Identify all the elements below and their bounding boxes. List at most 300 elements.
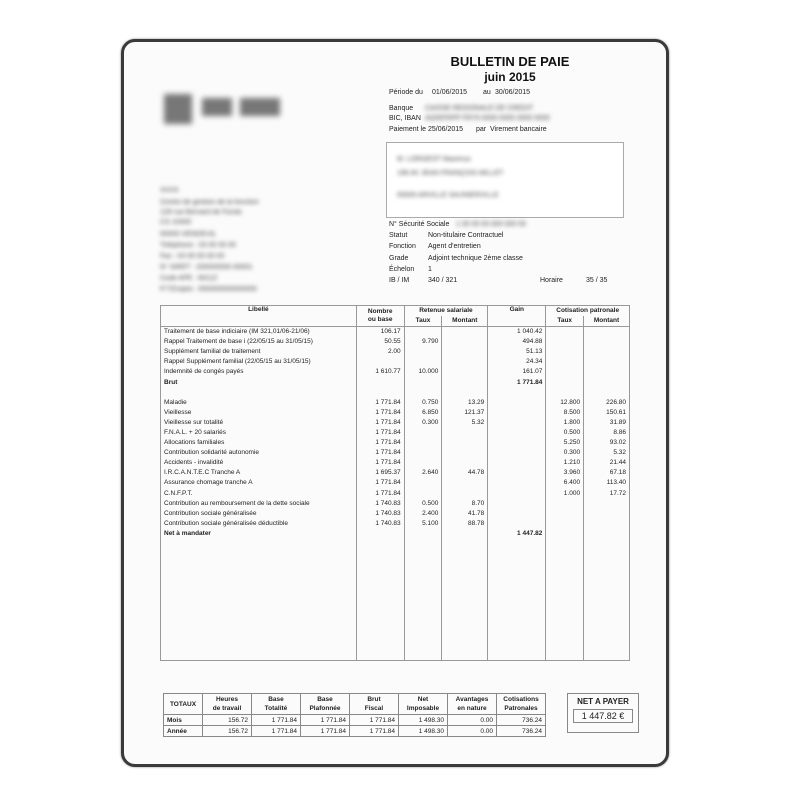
cell-taux — [404, 377, 442, 387]
totals-cell: 1 771.84 — [252, 726, 301, 737]
cell-empty — [546, 579, 584, 589]
cell-cmontant — [584, 347, 630, 357]
cell-empty — [488, 539, 546, 549]
cell-empty — [546, 650, 584, 661]
statut-label: Statut — [389, 232, 408, 239]
table-row — [161, 519, 630, 529]
cell-ctaux — [546, 519, 584, 529]
cell-empty — [442, 539, 488, 549]
cell-empty — [546, 539, 584, 549]
cell-libelle: Contribution sociale généralisée — [161, 509, 357, 519]
employee-name: M. LORGEOT Maximus — [397, 156, 471, 163]
cell-ctaux — [546, 388, 584, 398]
cell-empty — [546, 620, 584, 630]
cell-empty — [161, 589, 357, 599]
table-row-empty — [161, 539, 630, 549]
employee-city: 00000 ARVILLE SAUNIERVILLE — [397, 192, 499, 199]
cell-cmontant — [584, 499, 630, 509]
cell-base: 1 740.83 — [356, 509, 404, 519]
table-row-empty — [161, 579, 630, 589]
cell-empty — [161, 539, 357, 549]
cell-empty — [488, 549, 546, 559]
cell-empty — [404, 650, 442, 661]
horaire-value: 35 / 35 — [586, 277, 608, 284]
cell-gain — [488, 468, 546, 478]
cell-gain: 51.13 — [488, 347, 546, 357]
totals-header: Base Totalité — [252, 694, 301, 715]
cell-ctaux: 0.300 — [546, 448, 584, 458]
cell-empty — [356, 620, 404, 630]
cell-montant: 13.29 — [442, 398, 488, 408]
cell-libelle: Brut — [161, 377, 357, 387]
col-ctaux: Taux — [546, 316, 584, 327]
table-row-empty — [161, 559, 630, 569]
cell-empty — [161, 549, 357, 559]
totals-row — [164, 715, 546, 726]
cell-empty — [584, 579, 630, 589]
cell-empty — [546, 549, 584, 559]
cell-ctaux: 1.800 — [546, 418, 584, 428]
cell-empty — [404, 610, 442, 620]
ss-value: 1 00 00 00 000 000 00 — [456, 221, 527, 228]
cell-base: 1 740.83 — [356, 519, 404, 529]
bank-label: Banque — [389, 105, 414, 112]
cell-taux: 5.100 — [404, 519, 442, 529]
cell-empty — [442, 600, 488, 610]
ib-label: IB / IM — [389, 277, 410, 284]
cell-gain: 494.88 — [488, 337, 546, 347]
col-libelle: Libellé — [161, 306, 357, 327]
cell-taux: 2.640 — [404, 468, 442, 478]
cell-taux — [404, 347, 442, 357]
cell-montant — [442, 327, 488, 338]
cell-empty — [404, 549, 442, 559]
table-row — [161, 468, 630, 478]
cell-ctaux: 1.210 — [546, 458, 584, 468]
table-row-empty — [161, 549, 630, 559]
totals-header: Brut Fiscal — [350, 694, 399, 715]
cell-base — [356, 388, 404, 398]
employer-line: 00000 VENDEUIL — [160, 231, 217, 238]
table-row-empty — [161, 610, 630, 620]
totals-header: TOTAUX — [164, 694, 203, 715]
cell-empty — [442, 569, 488, 579]
cell-empty — [404, 630, 442, 640]
cell-montant: 88.78 — [442, 519, 488, 529]
cell-empty — [404, 579, 442, 589]
cell-empty — [488, 620, 546, 630]
cell-cmontant: 17.72 — [584, 489, 630, 499]
cell-empty — [404, 589, 442, 599]
totals-cell: Année — [164, 726, 203, 737]
cell-empty — [488, 569, 546, 579]
table-row — [161, 489, 630, 499]
cell-empty — [356, 630, 404, 640]
cell-empty — [488, 600, 546, 610]
cell-ctaux: 1.000 — [546, 489, 584, 499]
cell-cmontant — [584, 357, 630, 367]
table-row — [161, 398, 630, 408]
cell-empty — [356, 600, 404, 610]
cell-empty — [488, 630, 546, 640]
cell-montant — [442, 367, 488, 377]
cell-montant — [442, 357, 488, 367]
net-a-payer-value: 1 447.82 € — [573, 709, 633, 723]
cell-empty — [442, 620, 488, 630]
totals-cell: 1 498.30 — [399, 726, 448, 737]
cell-taux: 9.790 — [404, 337, 442, 347]
iban-label: BIC, IBAN — [389, 115, 421, 122]
cell-empty — [584, 640, 630, 650]
cell-empty — [356, 569, 404, 579]
cell-base: 1 771.84 — [356, 398, 404, 408]
cell-base: 1 695.37 — [356, 468, 404, 478]
statut-value: Non-titulaire Contractuel — [428, 232, 504, 239]
echelon-label: Échelon — [389, 266, 415, 273]
totals-cell: 156.72 — [203, 726, 252, 737]
cell-gain — [488, 388, 546, 398]
totals-cell: 1 771.84 — [350, 726, 399, 737]
cell-montant: 5.32 — [442, 418, 488, 428]
cell-empty — [584, 630, 630, 640]
cell-libelle: Rappel Supplément familial (22/05/15 au 31/05/15) — [161, 357, 357, 367]
cell-empty — [442, 650, 488, 661]
cell-empty — [356, 650, 404, 661]
horaire-label: Horaire — [540, 277, 563, 284]
employer-line: Centre de gestion de la fonction — [160, 199, 259, 206]
totals-header: Base Plafonnée — [301, 694, 350, 715]
ib-value: 340 / 321 — [428, 277, 458, 284]
employee-street: 196 AV JEAN FRANÇOIS MILLET — [397, 170, 504, 177]
cell-empty — [356, 640, 404, 650]
cell-taux — [404, 489, 442, 499]
period-label: Période du — [389, 89, 423, 96]
cell-ctaux — [546, 499, 584, 509]
echelon-value: 1 — [428, 266, 432, 273]
cell-base: 1 771.84 — [356, 458, 404, 468]
cell-libelle: I.R.C.A.N.T.E.C Tranche A — [161, 468, 357, 478]
cell-taux: 10.000 — [404, 367, 442, 377]
table-row-empty — [161, 569, 630, 579]
cell-base: 1 610.77 — [356, 367, 404, 377]
cell-cmontant — [584, 367, 630, 377]
cell-libelle: Contribution solidarité autonomie — [161, 448, 357, 458]
cell-gain — [488, 489, 546, 499]
table-row-empty — [161, 620, 630, 630]
totals-cell: 1 771.84 — [252, 715, 301, 726]
cell-empty — [404, 600, 442, 610]
totals-cell: 0.00 — [448, 715, 497, 726]
table-row — [161, 448, 630, 458]
cell-gain: 161.07 — [488, 367, 546, 377]
employer-line: CS 10000 — [160, 219, 192, 226]
cell-empty — [584, 559, 630, 569]
cell-ctaux — [546, 367, 584, 377]
payment-mode: Virement bancaire — [490, 126, 547, 133]
table-row — [161, 458, 630, 468]
period-from: 01/06/2015 — [432, 89, 468, 96]
cell-libelle: Indemnité de congés payés — [161, 367, 357, 377]
cell-empty — [442, 630, 488, 640]
cell-gain: 1 040.42 — [488, 327, 546, 338]
totals-cell: 736.24 — [497, 715, 546, 726]
cell-cmontant — [584, 377, 630, 387]
cell-empty — [488, 650, 546, 661]
cell-empty — [488, 589, 546, 599]
cell-ctaux: 3.960 — [546, 468, 584, 478]
cell-libelle: Vieillesse sur totalité — [161, 418, 357, 428]
cell-empty — [161, 610, 357, 620]
cell-cmontant: 8.86 — [584, 428, 630, 438]
table-row — [161, 327, 630, 338]
fonction-label: Fonction — [389, 243, 416, 250]
cell-libelle: Rappel Traitement de base i (22/05/15 au 31/05/15) — [161, 337, 357, 347]
cell-libelle: Net à mandater — [161, 529, 357, 539]
cell-gain — [488, 438, 546, 448]
cell-empty — [404, 640, 442, 650]
cell-empty — [546, 610, 584, 620]
cell-ctaux: 0.500 — [546, 428, 584, 438]
cell-empty — [488, 610, 546, 620]
cell-empty — [442, 559, 488, 569]
cell-taux: 2.400 — [404, 509, 442, 519]
cell-montant — [442, 478, 488, 488]
cell-gain — [488, 519, 546, 529]
cell-empty — [161, 579, 357, 589]
cell-cmontant: 226.80 — [584, 398, 630, 408]
cell-empty — [161, 640, 357, 650]
table-row — [161, 408, 630, 418]
table-row — [161, 337, 630, 347]
cell-montant — [442, 489, 488, 499]
table-row-empty — [161, 589, 630, 599]
cell-cmontant: 113.40 — [584, 478, 630, 488]
cell-cmontant: 67.18 — [584, 468, 630, 478]
cell-empty — [584, 620, 630, 630]
cell-ctaux — [546, 377, 584, 387]
employer-line: XXXX — [160, 187, 179, 194]
cell-gain — [488, 398, 546, 408]
iban-value: AGRIFRPP FR76 0000 0000 0000 0000 — [425, 115, 550, 122]
col-cotisation: Cotisation patronale — [546, 306, 630, 317]
cell-empty — [488, 640, 546, 650]
cell-ctaux — [546, 337, 584, 347]
table-row — [161, 428, 630, 438]
employee-address-box — [386, 142, 624, 218]
cell-libelle: Contribution au remboursement de la dette sociale — [161, 499, 357, 509]
cell-empty — [161, 600, 357, 610]
cell-libelle: C.N.F.P.T. — [161, 489, 357, 499]
cell-base: 1 771.84 — [356, 448, 404, 458]
cell-libelle: Maladie — [161, 398, 357, 408]
table-row — [161, 499, 630, 509]
cell-empty — [546, 569, 584, 579]
cell-gain: 1 771.84 — [488, 377, 546, 387]
cell-empty — [356, 610, 404, 620]
table-row — [161, 347, 630, 357]
cell-gain — [488, 408, 546, 418]
cell-empty — [488, 559, 546, 569]
cell-taux — [404, 448, 442, 458]
employer-line: Code APE : 8411Z — [160, 275, 218, 282]
cell-taux: 0.500 — [404, 499, 442, 509]
cell-base: 1 771.84 — [356, 438, 404, 448]
cell-montant — [442, 458, 488, 468]
cell-empty — [442, 589, 488, 599]
totals-header: Heures de travail — [203, 694, 252, 715]
cell-gain — [488, 509, 546, 519]
period-to-label: au — [483, 89, 491, 96]
employer-line: P.T.Emploi : 000000000000000 — [160, 286, 257, 293]
cell-empty — [442, 549, 488, 559]
totals-header: Avantages en nature — [448, 694, 497, 715]
cell-empty — [546, 600, 584, 610]
col-nombre: Nombre ou base — [356, 306, 404, 327]
cell-libelle: Assurance chomage tranche A — [161, 478, 357, 488]
cell-cmontant — [584, 519, 630, 529]
cell-empty — [356, 589, 404, 599]
cell-empty — [546, 589, 584, 599]
cell-taux — [404, 357, 442, 367]
cell-empty — [356, 539, 404, 549]
cell-montant — [442, 388, 488, 398]
cell-ctaux: 12.800 — [546, 398, 584, 408]
table-row-empty — [161, 650, 630, 661]
cell-empty — [161, 630, 357, 640]
cell-cmontant: 5.32 — [584, 448, 630, 458]
table-row-empty — [161, 600, 630, 610]
cell-cmontant — [584, 337, 630, 347]
table-row — [161, 377, 630, 387]
totals-table — [163, 693, 546, 737]
cell-empty — [442, 640, 488, 650]
cell-gain — [488, 499, 546, 509]
totals-header: Net Imposable — [399, 694, 448, 715]
cell-ctaux — [546, 357, 584, 367]
cell-base: 1 771.84 — [356, 489, 404, 499]
cell-empty — [488, 579, 546, 589]
cell-libelle: F.N.A.L. + 20 salariés — [161, 428, 357, 438]
cell-base: 1 771.84 — [356, 428, 404, 438]
cell-libelle — [161, 388, 357, 398]
totals-cell: 0.00 — [448, 726, 497, 737]
cell-libelle: Contribution sociale généralisée déductible — [161, 519, 357, 529]
cell-empty — [161, 569, 357, 579]
cell-empty — [546, 640, 584, 650]
cell-empty — [442, 579, 488, 589]
cell-ctaux: 5.250 — [546, 438, 584, 448]
totals-cell: 736.24 — [497, 726, 546, 737]
cell-taux — [404, 529, 442, 539]
cell-empty — [404, 559, 442, 569]
table-row — [161, 367, 630, 377]
table-row — [161, 388, 630, 398]
cell-montant: 121.37 — [442, 408, 488, 418]
employer-line: N° SIRET : 200000000 00001 — [160, 264, 253, 271]
ss-label: N° Sécurité Sociale — [389, 221, 450, 228]
cell-empty — [584, 549, 630, 559]
cell-cmontant: 31.89 — [584, 418, 630, 428]
cell-empty — [584, 539, 630, 549]
cell-libelle: Allocations familiales — [161, 438, 357, 448]
cell-gain: 1 447.82 — [488, 529, 546, 539]
document-month: juin 2015 — [484, 70, 536, 84]
totals-header: Cotisations Patronales — [497, 694, 546, 715]
cell-cmontant: 21.44 — [584, 458, 630, 468]
employer-line: Fax : 03 00 00 00 00 — [160, 253, 225, 260]
cell-libelle: Vieillesse — [161, 408, 357, 418]
cell-ctaux: 6.400 — [546, 478, 584, 488]
cell-empty — [442, 610, 488, 620]
cell-gain — [488, 448, 546, 458]
totals-row — [164, 726, 546, 737]
cell-empty — [584, 610, 630, 620]
cell-gain: 24.34 — [488, 357, 546, 367]
col-cmontant: Montant — [584, 316, 630, 327]
cell-taux: 0.300 — [404, 418, 442, 428]
cell-montant: 8.70 — [442, 499, 488, 509]
cell-ctaux — [546, 327, 584, 338]
cell-empty — [404, 539, 442, 549]
cell-empty — [546, 559, 584, 569]
cell-montant — [442, 438, 488, 448]
grade-value: Adjoint technique 2ème classe — [428, 255, 523, 262]
cell-gain — [488, 458, 546, 468]
totals-cell: Mois — [164, 715, 203, 726]
cell-empty — [546, 630, 584, 640]
table-row — [161, 438, 630, 448]
cell-empty — [161, 620, 357, 630]
cell-cmontant: 93.02 — [584, 438, 630, 448]
cell-gain — [488, 418, 546, 428]
cell-base: 106.17 — [356, 327, 404, 338]
cell-montant: 44.78 — [442, 468, 488, 478]
table-row — [161, 529, 630, 539]
cell-montant — [442, 448, 488, 458]
col-montant: Montant — [442, 316, 488, 327]
cell-taux — [404, 478, 442, 488]
employer-line: 128 rue Bernard de Fonds — [160, 209, 242, 216]
cell-cmontant — [584, 529, 630, 539]
cell-base: 1 771.84 — [356, 418, 404, 428]
cell-ctaux — [546, 509, 584, 519]
table-row-empty — [161, 630, 630, 640]
cell-empty — [161, 559, 357, 569]
cell-base — [356, 377, 404, 387]
col-gain: Gain — [488, 306, 546, 327]
totals-cell: 1 771.84 — [350, 715, 399, 726]
cell-base: 2.00 — [356, 347, 404, 357]
cell-libelle: Accidents - invalidité — [161, 458, 357, 468]
table-row-empty — [161, 640, 630, 650]
table-row — [161, 418, 630, 428]
cell-empty — [161, 650, 357, 661]
cell-empty — [356, 549, 404, 559]
period-to: 30/06/2015 — [495, 89, 531, 96]
cell-base — [356, 529, 404, 539]
cell-montant: 41.78 — [442, 509, 488, 519]
cell-cmontant — [584, 327, 630, 338]
employer-line: Téléphone : 03 00 00 00 — [160, 242, 236, 249]
table-row — [161, 357, 630, 367]
cell-empty — [356, 559, 404, 569]
cell-gain — [488, 478, 546, 488]
totals-cell: 1 771.84 — [301, 726, 350, 737]
cell-empty — [404, 569, 442, 579]
cell-ctaux: 8.500 — [546, 408, 584, 418]
cell-empty — [584, 650, 630, 661]
cell-montant — [442, 337, 488, 347]
